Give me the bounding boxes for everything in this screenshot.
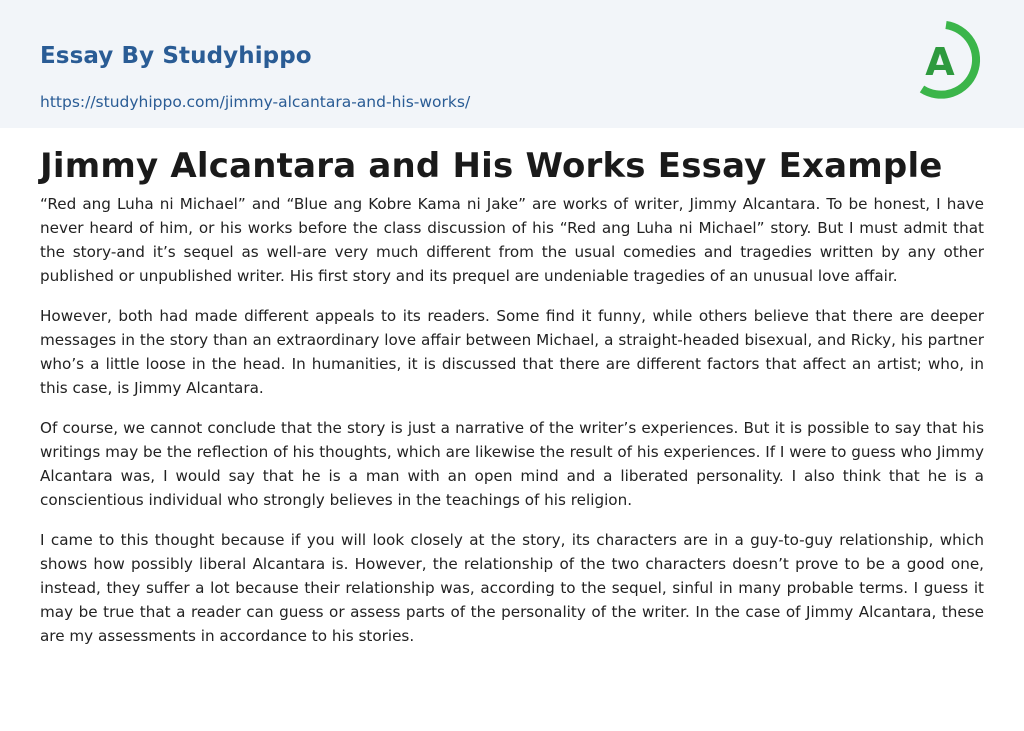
studyhippo-logo-icon[interactable] (912, 19, 986, 105)
essay-url-link[interactable]: https://studyhippo.com/jimmy-alcantara-and-his-works/ (40, 93, 471, 111)
logo-letter: A (925, 40, 955, 84)
site-header (0, 0, 1024, 128)
paragraph-4: I came to this thought because if you will look closely at the story, its characters are in a guy-to-guy relationship, which shows how possibly liberal Alcantara is. However, the relationship of the two characters doesn’t prove to be a good one, instead, they suffer a lot because their relationship was, according to the sequel, sinful in many probable terms. I guess it may be true that a reader can guess or assess parts of the personality of the writer. In the case of Jimmy Alcantara, these are my assessments in accordance to his stories. (40, 531, 984, 645)
page-title: Jimmy Alcantara and His Works Essay Example (40, 146, 943, 186)
paragraph-2: However, both had made different appeals to its readers. Some find it funny, while others believe that there are deeper messages in the story than an extraordinary love affair between Michael, a straight-headed bisexual, and Ricky, his partner who’s a little loose in the head. In humanities, it is discussed that there are different factors that affect an artist; who, in this case, is Jimmy Alcantara. (40, 307, 984, 397)
paragraph-1: “Red ang Luha ni Michael” and “Blue ang Kobre Kama ni Jake” are works of writer, Jimmy Alcantara. To be honest, I have never heard of him, or his works before the class discussion of his “Red ang Luha ni Michael” story. But I must admit that the story-and it’s sequel as well-are very much different from the usual comedies and tragedies written by any other published or unpublished writer. His first story and its prequel are undeniable tragedies of an unusual love affair. (40, 195, 984, 285)
site-brand: Essay By Studyhippo (40, 43, 312, 69)
article-body (0, 128, 1024, 648)
paragraph-3: Of course, we cannot conclude that the story is just a narrative of the writer’s experiences. But it is possible to say that his writings may be the reflection of his thoughts, which are likewise the result of his experiences. If I were to guess who Jimmy Alcantara was, I would say that he is a man with an open mind and a liberated personality. I also think that he is a conscientious individual who strongly believes in the teachings of his religion. (40, 419, 984, 509)
